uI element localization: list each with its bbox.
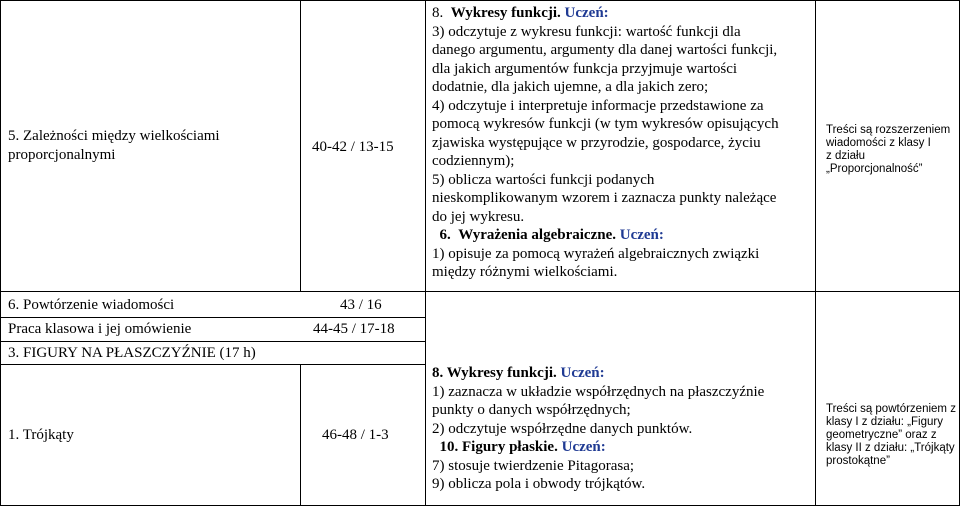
col-divider-requirements	[815, 0, 816, 506]
row-divider-test	[0, 341, 425, 342]
list-item: 3) odczytuje z wykresu funkcji: wartość funkcji dla	[432, 23, 741, 40]
note-line: geometryczne” oraz z	[826, 429, 937, 441]
heading-8: 8. Wykresy funkcji. Uczeń:	[432, 5, 609, 21]
note-line: wiadomości z klasy I	[826, 137, 931, 149]
topic-line: proporcjonalnymi	[8, 146, 116, 163]
list-item: dla jakich argumentów funkcja przyjmuje wartości	[432, 60, 738, 77]
table-top-border	[0, 0, 960, 1]
chapter-title: 3. FIGURY NA PŁASZCZYŹNIE (17 h)	[8, 345, 256, 361]
note-line: klasy I z działu: „Figury	[826, 416, 943, 428]
note-line: Treści są rozszerzeniem	[826, 124, 951, 136]
table-left-border	[0, 0, 1, 506]
topic-line: 5. Zależności między wielkościami	[8, 128, 220, 144]
topic-cell	[8, 127, 220, 164]
list-item: dodatnie, dla jakich ujemne, a dla jakich zero;	[432, 79, 709, 95]
test-hours: 44-45 / 17-18	[313, 321, 395, 337]
note-line: Treści są powtórzeniem z	[826, 403, 956, 415]
table-bottom-border	[0, 505, 960, 506]
note-line: „Proporcjonalność”	[826, 163, 923, 175]
list-item: 2) odczytuje współrzędne danych punktów.	[432, 420, 693, 437]
note-line: klasy II z działu: „Trójkąty	[826, 442, 955, 454]
col-divider-hours	[425, 0, 426, 506]
note-line: z działu	[826, 150, 865, 162]
heading-6: 6. Wyrażenia algebraiczne. Uczeń:	[439, 227, 664, 243]
row-divider-section5	[0, 291, 960, 292]
requirements-triangles	[432, 364, 764, 494]
requirements-list	[432, 23, 779, 227]
list-item: 1) opisuje za pomocą wyrażeń algebraicznych związki	[432, 245, 760, 262]
list-item: 5) oblicza wartości funkcji podanych	[432, 171, 655, 188]
list-item: codziennym);	[432, 153, 515, 169]
list-item: zjawiska występujące w przyrodzie, gospodarce, życiu	[432, 134, 761, 151]
list-item: nieskomplikowanym wzorem i zaznacza punkty należące	[432, 190, 777, 206]
list-item: 7) stosuje twierdzenie Pitagorasa;	[432, 457, 635, 474]
row-divider-chapter	[0, 364, 425, 365]
note-cell	[826, 124, 950, 176]
requirements-cell	[432, 4, 779, 282]
list-item: punkty o danych współrzędnych;	[432, 402, 631, 418]
list-item: pomocą wykresów funkcji (w tym wykresów opisujących	[432, 116, 779, 132]
hours-cell: 40-42 / 13-15	[312, 139, 394, 155]
list-item: do jej wykresu.	[432, 208, 525, 225]
heading-10: 10. Figury płaskie. Uczeń:	[439, 439, 606, 455]
note-line: prostokątne”	[826, 455, 890, 467]
review-label: 6. Powtórzenie wiadomości	[8, 297, 175, 313]
test-label: Praca klasowa i jej omówienie	[8, 321, 192, 337]
heading-8: 8. Wykresy funkcji. Uczeń:	[432, 365, 605, 381]
list-item: 4) odczytuje i interpretuje informacje przedstawione za	[432, 97, 764, 114]
row-divider-review	[0, 317, 425, 318]
hours-triangles: 46-48 / 1-3	[322, 427, 389, 443]
list-item: danego argumentu, argumenty dla danej wartości funkcji,	[432, 42, 778, 58]
list-item: między różnymi wielkościami.	[432, 264, 618, 280]
col-divider-topic	[300, 0, 301, 292]
list-item: 9) oblicza pola i obwody trójkątów.	[432, 476, 646, 492]
topic-triangles: 1. Trójkąty	[8, 427, 74, 443]
col-divider-topic-lower	[300, 364, 301, 506]
note-triangles	[826, 403, 956, 468]
list-item: 1) zaznacza w układzie współrzędnych na płaszczyźnie	[432, 383, 765, 400]
review-hours: 43 / 16	[340, 297, 382, 313]
